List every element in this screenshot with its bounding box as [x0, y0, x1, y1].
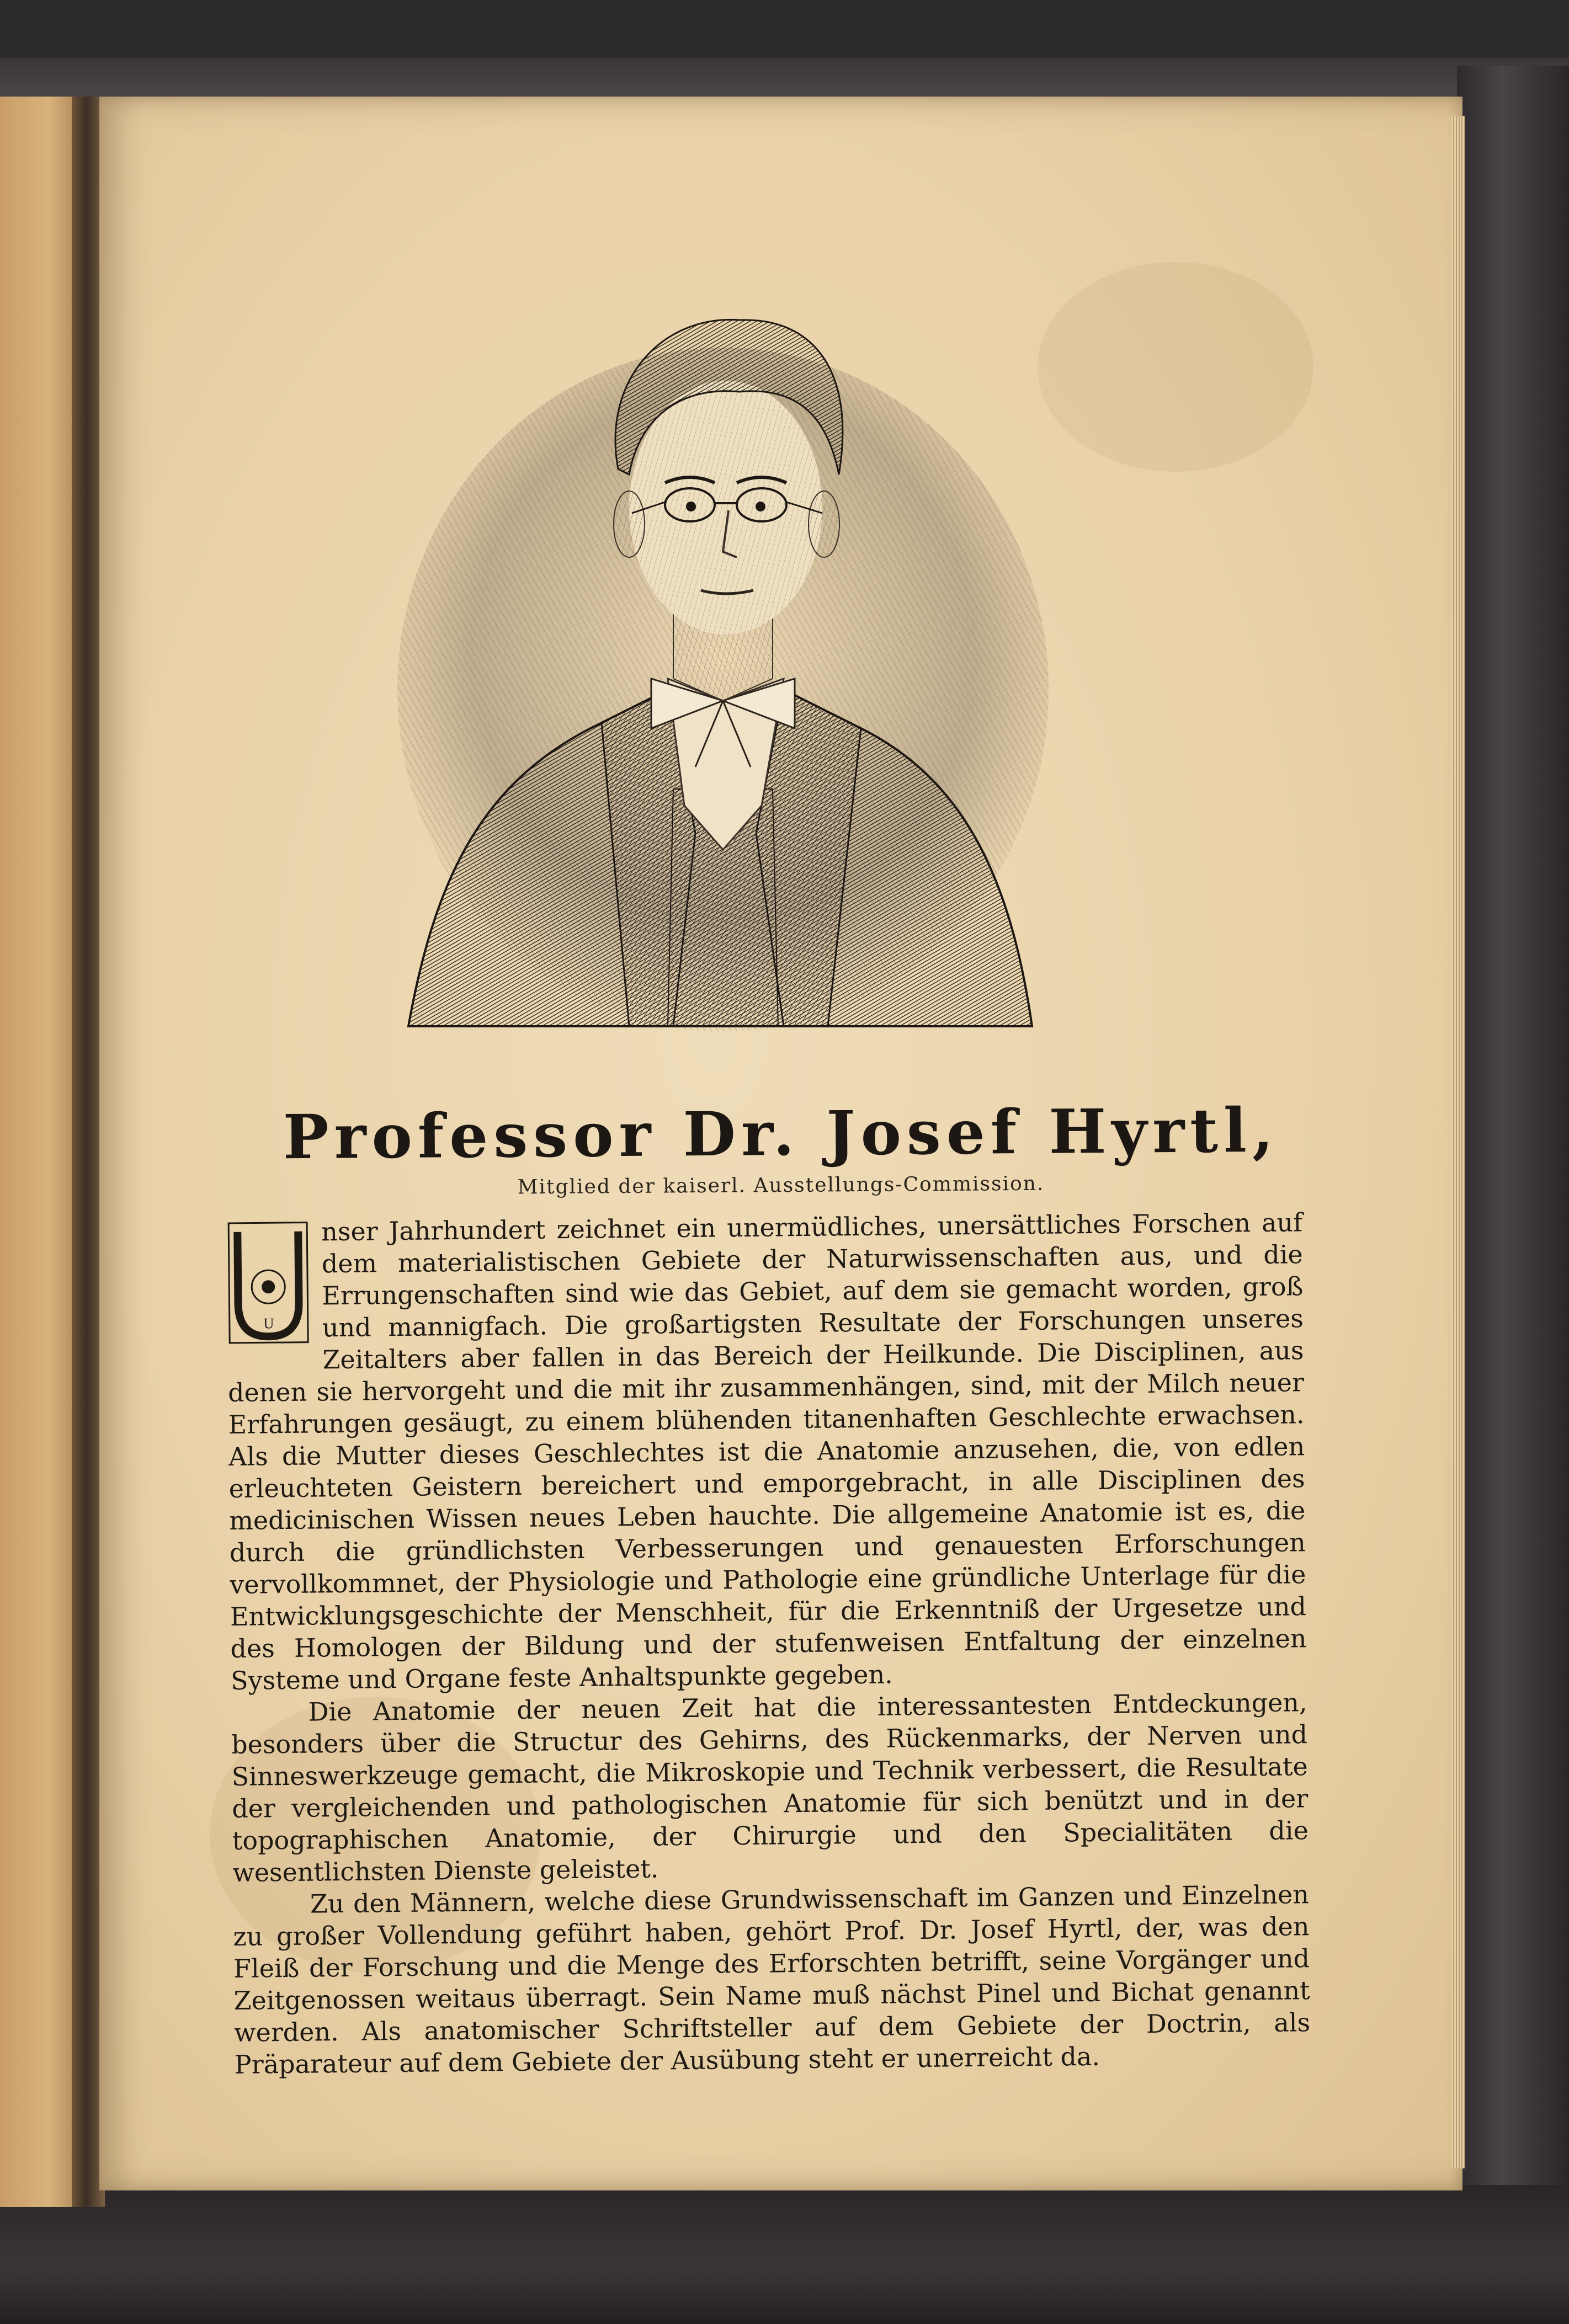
article-subtitle: Mitglied der kaiserl. Ausstellungs-Commission. [517, 1172, 1045, 1199]
ornamental-drop-cap [226, 1220, 310, 1345]
left-eye [686, 502, 696, 511]
article-title: Professor Dr. Josef Hyrtl, [283, 1094, 1279, 1173]
book-cover-bottom [0, 2185, 1569, 2324]
portrait-engraving [342, 292, 1104, 1048]
right-ear [809, 491, 839, 557]
book-cover-right [1457, 66, 1569, 2218]
face-shading [629, 381, 822, 635]
drop-cap-ornament-center [262, 1280, 275, 1293]
facing-page-edge [0, 97, 83, 2207]
paragraph-3: Zu den Männern, welche diese Grundwissenschaft im Ganzen und Einzelnen zu großer Vollendung geführt haben, gehört Prof. Dr. Josef Hyrtl, der, was den Fleiß der Forschung und die Menge des Erforschten betrifft, seine Vorgänger und Zeitgenossen weitaus überragt. Sein Name muß nächst Pinel und Bichat genannt werden. Als anatomischer Schriftsteller auf dem Gebiete der Doctrin, als Präparateur auf dem Gebiete der Ausübung steht er unerreicht da. [233, 1879, 1311, 2080]
paragraph-1: nser Jahrhundert zeichnet ein unermüdliches, unersättliches Forschen auf dem materialistischen Gebiete der Naturwissenschaften aus, und die Errungenschaften sind wie das Gebiet, auf dem sie gemacht worden, groß und mannigfach. Die großartigsten Resultate der Forschungen unseres Zeitalters aber fallen in das Bereich der Heilkunde. Die Disciplinen, aus denen sie hervorgeht und die mit ihr zusammenhängen, sind, mit der Milch neuer Erfahrungen gesäugt, zu einem blühenden titanenhaften Geschlechte erwachsen. Als die Mutter dieses Geschlechtes ist die Anatomie anzusehen, die, von edlen erleuchteten Geistern bereichert und emporgebracht, in alle Disciplinen des medicinischen Wissen neues Leben hauchte. Die allgemeine Anatomie ist es, die durch die gründlichsten Verbesserungen und genauesten Erforschungen vervollkommnet, der Physiologie und Pathologie eine gründliche Unterlage für die Entwicklungsgeschichte der Menschheit, für die Erkenntniß der Urgesetze und des Homologen der Bildung und der stufenweisen Entfaltung der einzelnen Systeme und Organe feste Anhaltspunkte gegeben. [227, 1207, 1307, 1696]
right-eye [756, 502, 765, 511]
left-ear [614, 491, 645, 557]
paragraph-2: Die Anatomie der neuen Zeit hat die interessantesten Entdeckungen, besonders über die Structur des Gehirns, des Rückenmarks, der Nerven und Sinneswerkzeuge gemacht, die Mikroskopie und Technik verbessert, die Resultate der vergleichenden und pathologischen Anatomie für sich benützt und in der topographischen Anatomie, der Chirurgie und den Specialitäten die wesentlichsten Dienste geleistet. [231, 1687, 1309, 1888]
article-body [226, 1206, 1311, 2081]
drop-cap-letter: U [263, 1316, 275, 1332]
